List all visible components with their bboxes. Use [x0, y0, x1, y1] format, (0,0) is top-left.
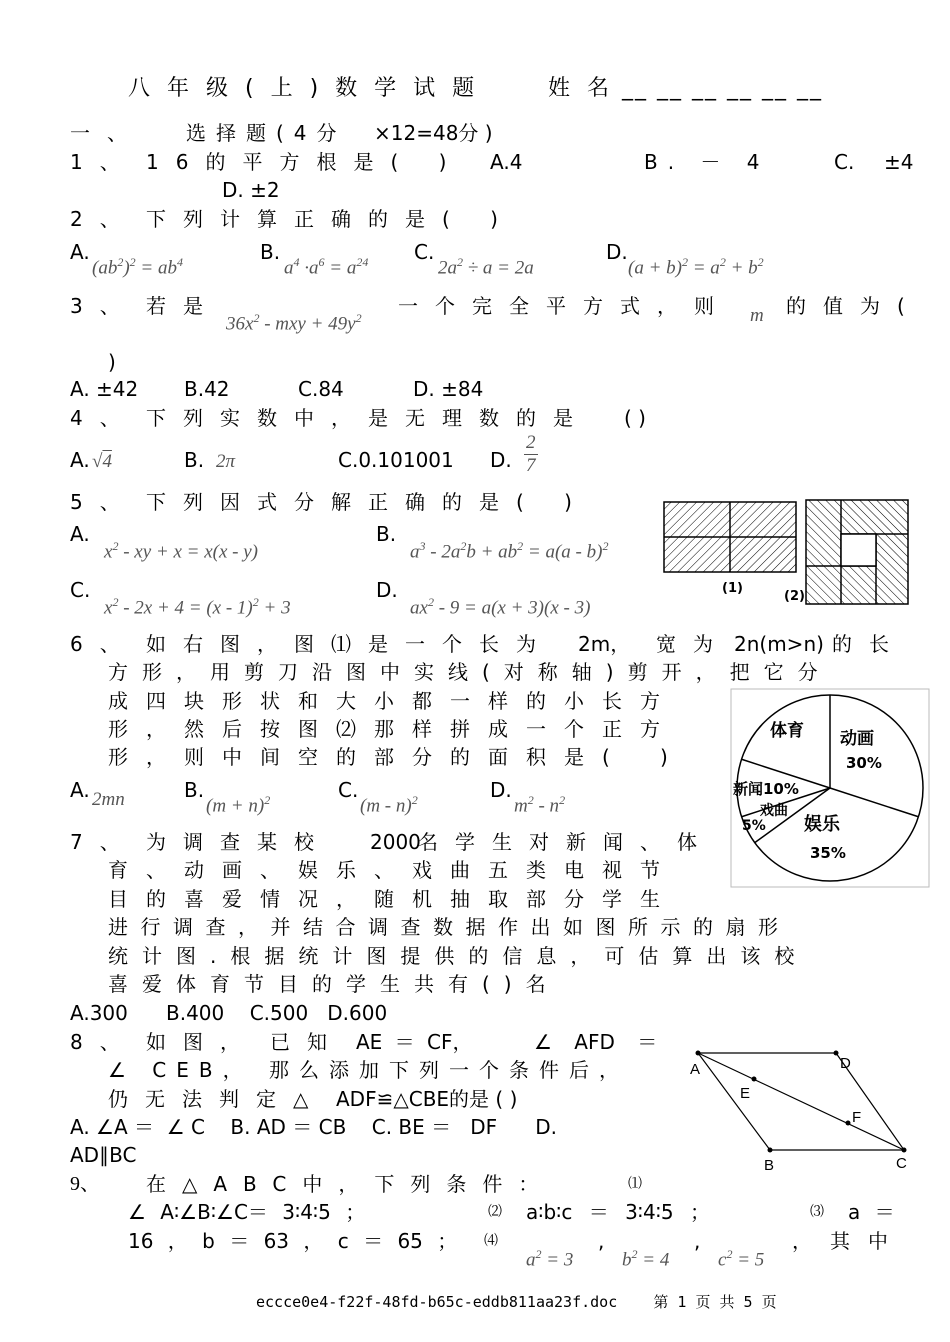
q3-close-paren: )	[108, 350, 116, 374]
q7-line6: 喜爱体育节目的学生共有()名	[108, 972, 560, 996]
q3-number: 3、	[70, 294, 137, 318]
q9-line3: 16 ， b ＝ 63 ， c ＝ 65 ；	[128, 1229, 458, 1253]
q5-option-d-formula: $ax^2 - 9 = a(x + 3)(x - 3)$	[410, 595, 591, 619]
q4-text: 下列实数中，是无理数的是	[146, 406, 590, 430]
q9-line2c: a ＝	[848, 1200, 895, 1224]
point-f: F	[852, 1109, 862, 1126]
q6-option-b-label: B.	[184, 778, 205, 802]
pie-label-sports: 体育	[770, 721, 804, 741]
q9-line1: 在△ABC中，下列条件：	[146, 1172, 555, 1196]
q7-line2: 育、动画、娱乐、戏曲五类电视节	[108, 858, 678, 882]
q1-option-a: A.4	[490, 150, 523, 174]
figure-2-label: (2)	[784, 589, 805, 604]
q5-number: 5、	[70, 490, 137, 514]
q6-line2: 方形，用剪刀沿图中实线(对称轴)剪开，把它分	[108, 660, 832, 684]
q5-text: 下列因式分解正确的是( )	[146, 490, 589, 514]
q5-option-c-formula: $x^2 - 2x + 4 = (x - 1)^2 + 3$	[104, 595, 291, 619]
q6-line1-width-label: 宽为	[656, 632, 730, 656]
vertex-a: A	[690, 1061, 701, 1078]
name-label: 姓名	[548, 76, 627, 101]
q6-line4: 形，然后按图⑵那样拼成一个正方	[108, 717, 678, 741]
q1-option-c-value: ±4	[884, 150, 914, 174]
q2-option-d-formula: $(a + b)^2 = a^2 + b^2$	[628, 255, 764, 279]
q4-option-a-label: A.	[70, 448, 90, 472]
q3-pre: 若是	[146, 294, 220, 318]
q8-line3: 仍无法判定△	[108, 1087, 326, 1111]
q5-option-b-label: B.	[376, 522, 397, 546]
q6-option-a-formula: 2mn	[92, 789, 125, 810]
q4-option-b-label: B.	[184, 448, 205, 472]
q1-option-b: B. － 4	[644, 150, 770, 174]
q6-line5-close: )	[660, 745, 668, 769]
q9-cond2-marker: ⑵	[488, 1204, 502, 1220]
q1-option-c: C.	[834, 150, 855, 174]
q2-option-d-label: D.	[606, 240, 628, 264]
q9-cond4-c: $c^2 = 5$	[718, 1247, 765, 1271]
q8-line1-angle: ∠ AFD ＝	[534, 1030, 658, 1054]
q1-number: 1、	[70, 150, 137, 174]
pie-label-animation: 动画	[840, 729, 874, 749]
section-score: ×12=48分 )	[374, 121, 493, 145]
q2-number: 2、	[70, 207, 137, 231]
q4-paren: ( )	[624, 406, 646, 430]
pie-chart	[730, 688, 930, 888]
q5-option-b-formula: $a^3 - 2a^2b + ab^2 = a(a - b)^2$	[410, 539, 609, 563]
q5-option-d-label: D.	[376, 578, 398, 602]
q6-option-b-formula: $(m + n)^2$	[206, 793, 271, 817]
name-blank: __ __ __ __ __ __	[622, 76, 823, 101]
vertex-b: B	[764, 1157, 775, 1174]
q6-line3: 成四块形状和大小都一样的小长方	[108, 689, 678, 713]
q7-line1: 为调查某校	[146, 830, 331, 854]
q9-line2: ∠ A∶∠B∶∠C＝ 3∶4∶5 ；	[128, 1200, 366, 1224]
q6-number: 6、	[70, 632, 137, 656]
q9-cond3-marker: ⑶	[810, 1204, 824, 1220]
figure-1-label: (1)	[722, 581, 743, 596]
q2-option-b-formula: $a^4 \cdot a^6 = a^{24}$	[284, 255, 369, 279]
q8-number: 8、	[70, 1030, 137, 1054]
q7-line1-end: 名学生对新闻、体	[418, 830, 714, 854]
q4-option-d-fraction: 2 7	[526, 432, 536, 476]
q9-comma2: ,	[694, 1229, 701, 1253]
q8-options: A. ∠A ＝ ∠ C B. AD ＝ CB C. BE ＝ DF D.	[70, 1115, 558, 1139]
vertex-d: D	[840, 1055, 851, 1072]
q2-option-c-label: C.	[414, 240, 435, 264]
q2-option-b-label: B.	[260, 240, 281, 264]
q5-option-c-label: C.	[70, 578, 91, 602]
q3-option-a: A. ±42	[70, 377, 139, 401]
q8-line1-known: 已知	[270, 1030, 344, 1054]
section-number: 一、	[70, 121, 144, 145]
page-footer: eccce0e4-f22f-48fd-b65c-eddb811aa23f.doc 第 1 页 共 5 页	[256, 1293, 777, 1311]
q7-options: A.300 B.400 C.500 D.600	[70, 1001, 388, 1025]
pie-label-entertainment: 娱乐	[804, 814, 840, 835]
q7-line4: 进行调查，并结合调查数据作出如图所示的扇形	[108, 915, 791, 939]
q4-number: 4、	[70, 406, 137, 430]
parallelogram-figure	[684, 1046, 914, 1176]
pie-label-opera: 戏曲	[760, 803, 788, 819]
q3-mid: 一个完全平方式，则	[398, 294, 731, 318]
q8-line3-end: ADF≌△CBE的是 ( )	[336, 1087, 518, 1111]
q8-option-d: AD∥BC	[70, 1143, 137, 1167]
q9-cond1-marker: ⑴	[628, 1176, 642, 1192]
q6-option-c-label: C.	[338, 778, 359, 802]
q4-option-c: C.0.101001	[338, 448, 454, 472]
q6-option-d-label: D.	[490, 778, 512, 802]
q3-option-c: C.84	[298, 377, 344, 401]
q6-option-d-formula: $m^2 - n^2$	[514, 793, 566, 817]
q2-text: 下列计算正确的是( )	[146, 207, 515, 231]
q4-option-a-formula: √4	[92, 451, 112, 472]
q6-line5: 形，则中间空的部分的面积是(	[108, 745, 628, 769]
q8-line1-given: AE ＝ CF，	[356, 1030, 473, 1054]
vertex-c: C	[896, 1155, 907, 1172]
point-e: E	[740, 1085, 751, 1102]
q7-line3: 目的喜爱情况，随机抽取部分学生	[108, 887, 678, 911]
section-title: 选择题(4分	[186, 121, 347, 145]
q3-formula: $36x^2$ - mxy + $49y^2$	[226, 311, 362, 335]
q9-comma1: ,	[598, 1229, 605, 1253]
pie-value-opera: 5%	[742, 818, 766, 834]
q8-line2: ∠ CEB， 那么添加下列一个条件后，	[108, 1058, 629, 1082]
q9-cond4-b: $b^2 = 4$	[622, 1247, 670, 1271]
q1-option-d: D. ±2	[222, 178, 280, 202]
pie-label-news: 新闻10%	[733, 780, 799, 798]
q3-option-b: B.42	[184, 377, 230, 401]
q7-line5: 统计图.根据统计图提供的信息，可估算出该校	[108, 944, 809, 968]
page-title: 八年级(上)数学试题	[128, 76, 492, 101]
q1-text: 16的平方根是( )	[146, 150, 464, 174]
pie-value-entertainment: 35%	[810, 844, 846, 862]
q6-option-c-formula: (m - n)$^2$	[360, 793, 418, 817]
q5-option-a-formula: $x^2$ - xy + x = x(x - y)	[104, 539, 258, 563]
q9-line2b: a∶b∶c ＝ 3∶4∶5 ；	[526, 1200, 711, 1224]
q6-line1-end: 的长	[832, 632, 906, 656]
q9-number: 9、	[70, 1173, 100, 1195]
q2-option-a-label: A.	[70, 240, 90, 264]
q6-option-a-label: A.	[70, 778, 90, 802]
figure-1-rectangle	[664, 502, 796, 572]
rectangle-figures	[660, 496, 916, 608]
q8-line1: 如图，	[146, 1030, 257, 1054]
q6-line1-length: 2m，	[578, 632, 631, 656]
pie-value-animation: 30%	[846, 754, 882, 772]
q6-line1-width: 2n(m>n)	[734, 632, 824, 656]
figure-2-square	[806, 500, 908, 604]
q9-cond4-a: $a^2 = 3$	[526, 1247, 574, 1271]
q9-line3-end: ，其中	[792, 1229, 906, 1253]
q3-variable-m: m	[750, 305, 764, 326]
q4-option-b-formula: 2π	[216, 451, 236, 472]
q6-line1: 如右图，图⑴是一个长为	[146, 632, 553, 656]
q7-number: 7、	[70, 830, 137, 854]
q5-option-a-label: A.	[70, 522, 90, 546]
q7-line1-count: 2000	[370, 830, 421, 854]
q9-cond4-marker: ⑷	[484, 1233, 498, 1249]
q3-option-d: D. ±84	[413, 377, 484, 401]
q4-option-d-label: D.	[490, 448, 512, 472]
q3-post: 的值为(	[786, 294, 922, 318]
q2-option-a-formula: $(ab^2)^2 = ab^4$	[92, 255, 183, 279]
q2-option-c-formula: $2a^2 \div a = 2a$	[438, 255, 534, 279]
